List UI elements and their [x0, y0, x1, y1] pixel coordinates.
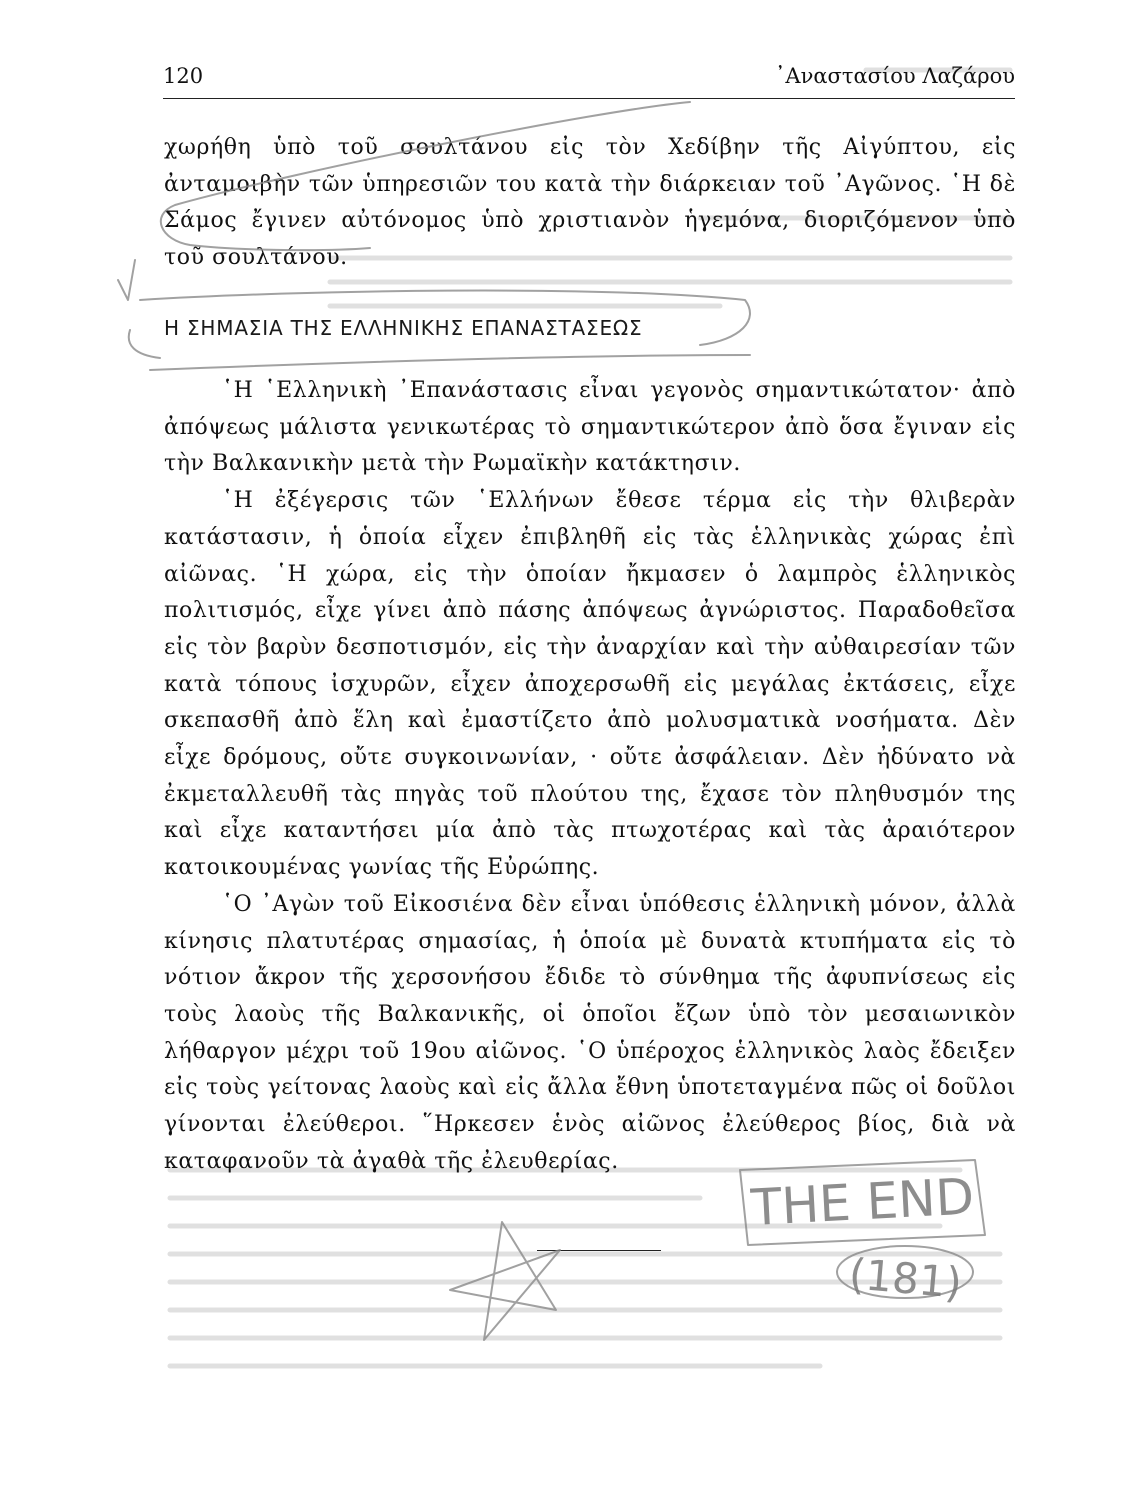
intro-paragraph: χωρήθη ὑπὸ τοῦ σουλτάνου εἰς τὸν Χεδίβην τῆς Αἰγύπτου, εἰς ἀνταμοιβὴν τῶν ὑπηρεσιῶν του κατὰ τὴν διάρκειαν τοῦ ᾿Αγῶνος. ῾Η δὲ Σάμος ἔγινεν αὐτόνομος ὑπὸ χριστιανὸν ἡγεμόνα, διοριζόμενον ὑπὸ τοῦ σουλτάνου.: [164, 135, 1016, 271]
main-text: [164, 373, 1016, 1180]
section-heading: Η ΣΗΜΑΣΙΑ ΤΗΣ ΕΛΛΗΝΙΚΗΣ ΕΠΑΝΑΣΤΑΣΕΩΣ: [164, 316, 643, 340]
intro-paragraph-block: [164, 130, 1016, 277]
body-paragraph-2: ῾Η ἐξέγερσις τῶν ῾Ελλήνων ἔθεσε τέρμα εἰς τὴν θλιβερὰν κατάστασιν, ἡ ὁποία εἶχεν ἐπιβληθῆ εἰς τὰς ἑλληνικὰς χώρας ἐπὶ αἰῶνας. ῾Η χώρα, εἰς τὴν ὁποίαν ἤκμασεν ὁ λαμπρὸς ἑλληνικὸς πολιτισμός, εἶχε γίνει ἀπὸ πάσης ἀπόψεως ἀγνώριστος. Παραδοθεῖσα εἰς τὸν βαρὺν δεσποτισμόν, εἰς τὴν ἀναρχίαν καὶ τὴν αὐθαιρεσίαν τῶν κατὰ τόπους ἰσχυρῶν, εἶχεν ἀποχερσωθῆ εἰς μεγάλας ἐκτάσεις, εἶχε σκεπασθῆ ἀπὸ ἕλη καὶ ἐμαστίζετο ἀπὸ μολυσματικὰ νοσήματα. Δὲν εἶχε δρόμους, οὔτε συγκοινωνίαν, · οὔτε ἀσφάλειαν. Δὲν ἠδύνατο νὰ ἐκμεταλλευθῆ τὰς πηγὰς τοῦ πλούτου της, ἔχασε τὸν πληθυσμόν της καὶ εἶχε καταντήσει μία ἀπὸ τὰς πτωχοτέρας καὶ τὰς ἀραιότερον κατοικουμένας γωνίας τῆς Εὐρώπης.: [164, 488, 1016, 881]
body-paragraph-3: ῾Ο ᾿Αγὼν τοῦ Εἰκοσιένα δὲν εἶναι ὑπόθεσις ἑλληνικὴ μόνον, ἀλλὰ κίνησις πλατυτέρας σημασίας, ἡ ὁποία μὲ δυνατὰ κτυπήματα εἰς τὸ νότιον ἄκρον τῆς χερσονήσου ἔδιδε τὸ σύνθημα τῆς ἀφυπνίσεως εἰς τοὺς λαοὺς τῆς Βαλκανικῆς, οἱ ὁποῖοι ἔζων ὑπὸ τὸν μεσαιωνικὸν λήθαργον μέχρι τοῦ 19ου αἰῶνος. ῾Ο ὑπέροχος ἑλληνικὸς λαὸς ἔδειξεν εἰς τοὺς γείτονας λαοὺς καὶ εἰς ἄλλα ἔθνη ὑποτεταγμένα πῶς οἱ δοῦλοι γίνονται ἐλεύθεροι. ῞Ηρκεσεν ἑνὸς αἰῶνος ἐλεύθερος βίος, διὰ νὰ καταφανοῦν τὰ ἀγαθὰ τῆς ἐλευθερίας.: [164, 891, 1016, 1174]
end-rule: [537, 1250, 661, 1251]
running-head: ᾿Αναστασίου Λαζάρου: [774, 64, 1015, 88]
page-number: 120: [163, 64, 204, 88]
body-paragraph-1: ῾Η ῾Ελληνικὴ ᾿Επανάστασις εἶναι γεγονὸς σημαντικώτατον· ἀπὸ ἀπόψεως μάλιστα γενικωτέρας τὸ σημαντικώτερον ἀπὸ ὅσα ἔγιναν εἰς τὴν Βαλκανικὴν μετὰ τὴν Ρωμαϊκὴν κατάκτησιν.: [164, 378, 1016, 477]
handwritten-number: (181): [847, 1249, 964, 1308]
page-header: [163, 58, 1015, 99]
handwritten-note: THE END: [749, 1167, 976, 1237]
